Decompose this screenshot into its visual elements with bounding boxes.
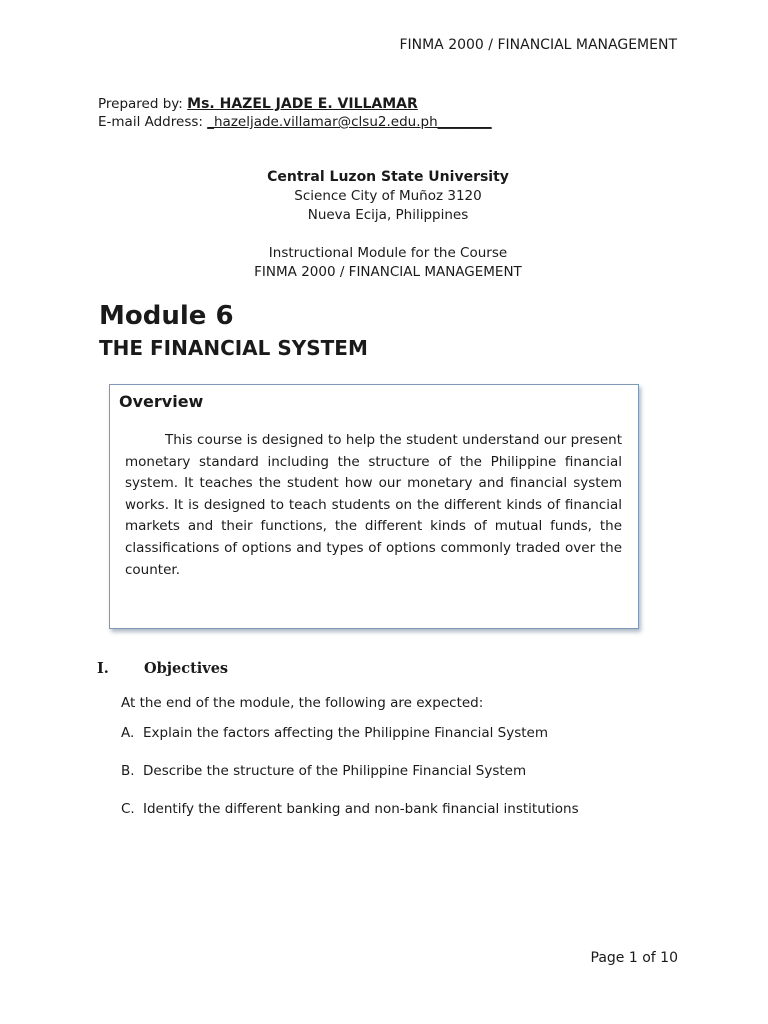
address-line-1: Science City of Muñoz 3120	[294, 188, 482, 204]
objective-letter: B.	[121, 763, 135, 779]
module-course-line-2: FINMA 2000 / FINANCIAL MANAGEMENT	[254, 264, 522, 280]
objectives-number: I.	[97, 660, 109, 677]
module-title: THE FINANCIAL SYSTEM	[99, 336, 368, 360]
objective-item	[121, 801, 579, 817]
email-address: _hazeljade.villamar@clsu2.edu.ph________	[207, 114, 492, 130]
objective-text: Identify the different banking and non-bank financial institutions	[143, 801, 579, 817]
email-line	[98, 114, 492, 130]
overview-body: This course is designed to help the student understand our present monetary standard including the structure of the Philippine financial system. It teaches the student how our monetary and financial system works. It is designed to teach students on the different kinds of financial markets and their functions, the different kinds of mutual funds, the classifications of options and types of options commonly traded over the counter.	[125, 432, 622, 578]
module-number: Module 6	[99, 301, 234, 331]
objective-letter: C.	[121, 801, 135, 817]
prepared-by-line	[98, 95, 418, 113]
module-course-line-1: Instructional Module for the Course	[268, 245, 508, 261]
objective-item	[121, 725, 548, 741]
objective-text: Describe the structure of the Philippine Financial System	[143, 763, 527, 779]
running-header: FINMA 2000 / FINANCIAL MANAGEMENT	[399, 37, 677, 53]
author-name: Ms. HAZEL JADE E. VILLAMAR	[187, 96, 418, 112]
objective-letter: A.	[121, 725, 135, 741]
objective-item	[121, 763, 526, 779]
address-line-2: Nueva Ecija, Philippines	[307, 207, 469, 223]
overview-box	[109, 384, 639, 629]
prepared-by-label: Prepared by:	[98, 96, 188, 112]
overview-title: Overview	[119, 392, 204, 411]
email-label: E-mail Address:	[98, 114, 208, 130]
university-name: Central Luzon State University	[267, 169, 509, 185]
objective-text: Explain the factors affecting the Philippine Financial System	[143, 725, 548, 741]
objectives-intro: At the end of the module, the following are expected:	[121, 695, 484, 711]
page-number: Page 1 of 10	[590, 950, 678, 966]
objectives-heading: Objectives	[144, 660, 229, 677]
